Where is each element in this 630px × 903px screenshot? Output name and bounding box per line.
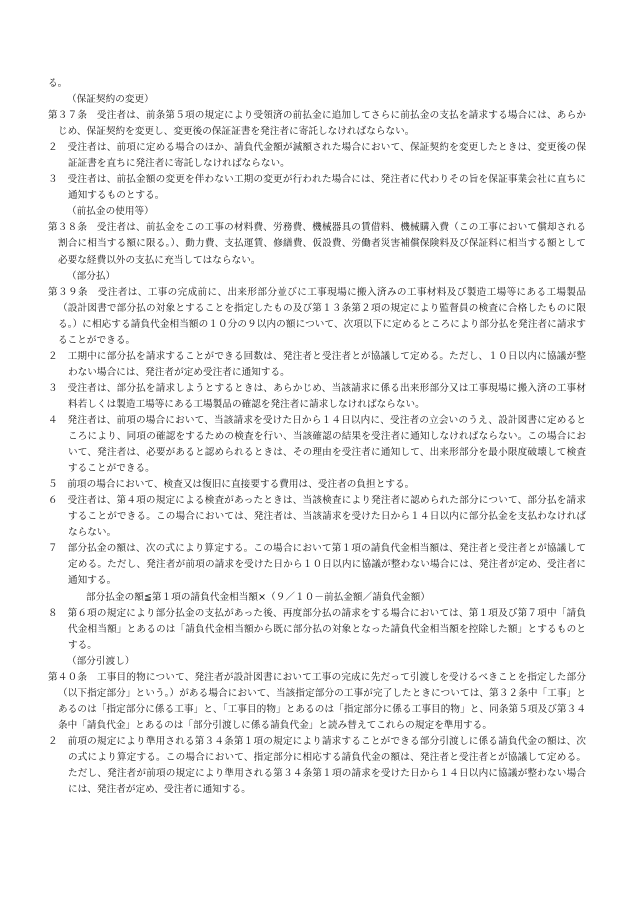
article-39-paragraph-2: ２ 工期中に部分払を請求することができる回数は、発注者と受注者とが協議して定める。ただし、１０日以内に協議が整わない場合には、発注者が定め受注者に通知する。 (48, 350, 586, 378)
partial-payment-formula: 部分払金の額≦第１項の請負代金相当額×（９／１０－前払金額／請負代金額） (86, 591, 431, 603)
contract-text (48, 76, 586, 798)
article-39-paragraph-5: ５ 前項の場合において、検査又は復旧に直接要する費用は、受注者の負担とする。 (48, 479, 415, 491)
article-37: 第３７条 受注者は、前条第５項の規定により受領済の前払金に追加してさらに前払金の支払を請求する場合には、あらかじめ、保証契約を変更し、変更後の保証証書を発注者に寄託しなければならない。 (48, 110, 586, 138)
continued-text: る。 (48, 78, 68, 89)
article-39-paragraph-7: ７ 部分払金の額は、次の式により算定する。この場合において第１項の請負代金相当額は、発注者と受注者とが協議して定める。ただし、発注者が前項の請求を受けた日から１０日以内に協議が整わない場合には、発注者が定め、受注者に通知する。 (48, 543, 586, 587)
article-39-paragraph-4: ４ 発注者は、前項の場合において、当該請求を受けた日から１４日以内に、受注者の立会いのうえ、設計図書に定めるところにより、同項の確認をするための検査を行い、当該確認の結果を受注者に通知しなければならない。この場合において、発注者は、必要があると認められるときは、その理由を受注者に通知して、出来形部分を最小限度破壊して検査することができる。 (48, 414, 586, 475)
article-37-paragraph-2: ２ 受注者は、前項に定める場合のほか、請負代金額が減額された場合において、保証契約を変更したときは、変更後の保証証書を直ちに発注者に寄託しなければならない。 (48, 142, 586, 170)
article-40: 第４０条 工事目的物について、発注者が設計図書において工事の完成に先だって引渡しを受けるべきことを指定した部分（以下指定部分」という。）がある場合において、当該指定部分の工事が完了したときについては、第３２条中「工事」とあるのは「指定部分に係る工事」と、「工事目的物」とあるのは「指定部分に係る工事目的物」と、同条第５項及び第３４条中「請負代金」とあるのは「部分引渡しに係る請負代金」と読み替えてこれらの規定を準用する。 (48, 671, 586, 731)
article-39-paragraph-6: ６ 受注者は、第４項の規定による検査があったときは、当該検査により発注者に認められた部分について、部分払を請求することができる。この場合においては、発注者は、当該請求を受けた日から１４日以内に部分払金を支払わなければならない。 (48, 495, 586, 539)
article-37-paragraph-3: ３ 受注者は、前払金額の変更を伴わない工期の変更が行われた場合には、発注者に代わりその旨を保証事業会社に直ちに通知するものとする。 (48, 174, 586, 202)
article-40-paragraph-2: ２ 前項の規定により準用される第３４条第１項の規定により請求することができる部分引渡しに係る請負代金の額は、次の式により算定する。この場合において、指定部分に相応する請負代金の額は、発注者と受注者とが協議して定める。ただし、発注者が前項の規定により準用される第３４条第１項の請求を受けた日から１４日以内に協議が整わない場合には、発注者が定め、受注者に通知する。 (48, 735, 586, 796)
section-caption: （部分払） (67, 270, 116, 282)
section-caption: （前払金の使用等） (67, 206, 154, 218)
section-caption: （保証契約の変更） (67, 94, 154, 106)
article-39-paragraph-3: ３ 受注者は、部分払を請求しようとするときは、あらかじめ、当該請求に係る出来形部分又は工事現場に搬入済の工事材料若しくは製造工場等にある工場製品の確認を発注者に請求しなければならない。 (48, 382, 586, 410)
article-38: 第３８条 受注者は、前払金をこの工事の材料費、労務費、機械器具の賃借料、機械購入費（この工事において償却される割合に相当する額に限る。）、動力費、支払運賃、修繕費、仮設費、労働者災害補償保険料及び保証料に相当する額として必要な経費以外の支払に充当してはならない。 (48, 222, 586, 266)
section-caption: （部分引渡し） (67, 655, 135, 667)
article-39-paragraph-8: ８ 第６項の規定により部分払金の支払があった後、再度部分払の請求をする場合においては、第１項及び第７項中「請負代金相当額」とあるのは「請負代金相当額から既に部分払の対象となった請負代金相当額を控除した額」とするものとする。 (48, 607, 586, 651)
article-39: 第３９条 受注者は、工事の完成前に、出来形部分並びに工事現場に搬入済みの工事材料及び製造工場等にある工場製品（設計図書で部分払の対象とすることを指定したもの及び第１３条第２項の規定により監督員の検査に合格したものに限る。）に相応する請負代金相当額の１０分の９以内の額について、次項以下に定めるところにより部分払を発注者に請求することができる。 (48, 286, 586, 346)
